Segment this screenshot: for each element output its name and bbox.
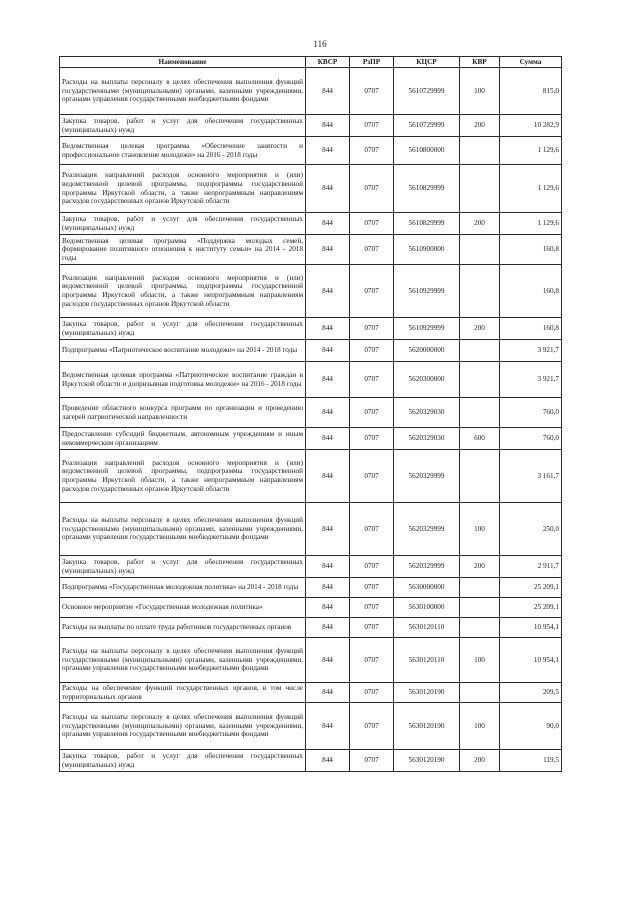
cell-rzpr: 0707 xyxy=(350,68,394,115)
table-row xyxy=(60,137,562,165)
table-row xyxy=(60,428,562,450)
cell-kcsr: 5620329999 xyxy=(394,503,460,556)
cell-kvsr: 844 xyxy=(306,556,350,578)
cell-sum: 160,8 xyxy=(500,265,562,318)
cell-kcsr: 5620329999 xyxy=(394,556,460,578)
cell-kcsr: 5630100000 xyxy=(394,598,460,618)
cell-sum: 3 921,7 xyxy=(500,340,562,362)
cell-sum: 160,8 xyxy=(500,318,562,340)
table-row xyxy=(60,578,562,598)
cell-rzpr: 0707 xyxy=(350,165,394,213)
cell-kcsr: 5610929999 xyxy=(394,318,460,340)
cell-rzpr: 0707 xyxy=(350,340,394,362)
table-row xyxy=(60,318,562,340)
budget-table xyxy=(59,56,562,772)
page-number: 116 xyxy=(313,39,327,49)
cell-kvr xyxy=(460,578,500,598)
table-row xyxy=(60,265,562,318)
cell-sum: 25 209,1 xyxy=(500,598,562,618)
cell-kcsr: 5630120110 xyxy=(394,618,460,638)
cell-kvr: 100 xyxy=(460,68,500,115)
header-sum: Сумма xyxy=(500,57,562,68)
table-row xyxy=(60,750,562,772)
cell-name: Ведомственная целевая программа «Патриотическое воспитание граждан в Иркутской области и допризывная подготовка молодежи» на 2016 - 2018 годы xyxy=(60,362,306,398)
cell-name: Реализация направлений расходов основного мероприятия и (или) ведомственной целевой программы, подпрограммы государственной программы Иркутской области, а также непрограммным направлениям расходов государственных органов Иркутской области xyxy=(60,165,306,213)
cell-kvr xyxy=(460,398,500,428)
table-row xyxy=(60,638,562,683)
cell-rzpr: 0707 xyxy=(350,265,394,318)
cell-kvsr: 844 xyxy=(306,68,350,115)
table-row xyxy=(60,598,562,618)
cell-kvr xyxy=(460,598,500,618)
cell-rzpr: 0707 xyxy=(350,703,394,750)
cell-kvr: 100 xyxy=(460,638,500,683)
cell-sum: 1 129,6 xyxy=(500,213,562,235)
table-row xyxy=(60,165,562,213)
cell-sum: 760,0 xyxy=(500,428,562,450)
cell-kvsr: 844 xyxy=(306,618,350,638)
cell-sum: 10 282,9 xyxy=(500,115,562,137)
cell-name: Подпрограмма «Государственная молодежная политика» на 2014 - 2018 годы xyxy=(60,578,306,598)
cell-kvsr: 844 xyxy=(306,362,350,398)
cell-rzpr: 0707 xyxy=(350,638,394,683)
cell-kvsr: 844 xyxy=(306,703,350,750)
cell-kvr: 100 xyxy=(460,703,500,750)
cell-sum: 3 161,7 xyxy=(500,450,562,503)
table-row xyxy=(60,703,562,750)
cell-rzpr: 0707 xyxy=(350,618,394,638)
cell-sum: 25 209,1 xyxy=(500,578,562,598)
cell-sum: 250,0 xyxy=(500,503,562,556)
cell-kcsr: 5610829999 xyxy=(394,165,460,213)
cell-kcsr: 5620329999 xyxy=(394,450,460,503)
cell-kvr xyxy=(460,137,500,165)
header-kcsr: КЦСР xyxy=(394,57,460,68)
cell-sum: 160,8 xyxy=(500,235,562,265)
cell-kvr: 100 xyxy=(460,503,500,556)
cell-kvsr: 844 xyxy=(306,428,350,450)
cell-kvr xyxy=(460,362,500,398)
cell-kvr: 200 xyxy=(460,318,500,340)
cell-rzpr: 0707 xyxy=(350,428,394,450)
cell-sum: 1 129,6 xyxy=(500,137,562,165)
cell-sum: 2 911,7 xyxy=(500,556,562,578)
cell-kvsr: 844 xyxy=(306,683,350,703)
cell-kvsr: 844 xyxy=(306,750,350,772)
cell-kcsr: 5610929999 xyxy=(394,265,460,318)
cell-rzpr: 0707 xyxy=(350,578,394,598)
cell-sum: 10 954,1 xyxy=(500,618,562,638)
cell-kvsr: 844 xyxy=(306,265,350,318)
table-row xyxy=(60,68,562,115)
cell-kvsr: 844 xyxy=(306,213,350,235)
cell-name: Расходы на выплаты персоналу в целях обеспечения выполнения функций государственными (муниципальными) органами, казенными учреждениями, органами управления государственными внебюджетными фондами xyxy=(60,68,306,115)
cell-sum: 209,5 xyxy=(500,683,562,703)
table-row xyxy=(60,618,562,638)
cell-name: Основное мероприятие «Государственная молодежная политика» xyxy=(60,598,306,618)
cell-kvsr: 844 xyxy=(306,598,350,618)
header-rzpr: РзПР xyxy=(350,57,394,68)
cell-kvsr: 844 xyxy=(306,340,350,362)
cell-name: Ведомственная целевая программа «Поддержка молодых семей, формирование позитивного отношения к институту семьи» на 2014 - 2018 годы xyxy=(60,235,306,265)
cell-name: Проведение областного конкурса программ по организации и проведению лагерей патриотической направленности xyxy=(60,398,306,428)
table-row xyxy=(60,340,562,362)
cell-name: Ведомственная целевая программа «Обеспечение занятости и профессиональное становление молодежи» на 2016 - 2018 годы xyxy=(60,137,306,165)
cell-sum: 3 921,7 xyxy=(500,362,562,398)
cell-name: Расходы на выплаты персоналу в целях обеспечения выполнения функций государственными (муниципальными) органами, казенными учреждениями, органами управления государственными внебюджетными фондами xyxy=(60,638,306,683)
cell-name: Закупка товаров, работ и услуг для обеспечения государственных (муниципальных) нужд xyxy=(60,318,306,340)
cell-kcsr: 5630120190 xyxy=(394,683,460,703)
table-body xyxy=(60,68,562,772)
cell-rzpr: 0707 xyxy=(350,137,394,165)
cell-kcsr: 5630000000 xyxy=(394,578,460,598)
cell-kvsr: 844 xyxy=(306,398,350,428)
table-row xyxy=(60,362,562,398)
cell-rzpr: 0707 xyxy=(350,398,394,428)
cell-name: Реализация направлений расходов основного мероприятия и (или) ведомственной целевой программы, подпрограммы государственной программы Иркутской области, а также непрограммным направлениям расходов государственных органов Иркутской области xyxy=(60,265,306,318)
cell-name: Закупка товаров, работ и услуг для обеспечения государственных (муниципальных) нужд xyxy=(60,750,306,772)
cell-kvsr: 844 xyxy=(306,318,350,340)
table-row xyxy=(60,213,562,235)
cell-sum: 760,0 xyxy=(500,398,562,428)
header-name: Наименование xyxy=(60,57,306,68)
cell-kcsr: 5630120190 xyxy=(394,703,460,750)
cell-kcsr: 5610800000 xyxy=(394,137,460,165)
cell-rzpr: 0707 xyxy=(350,362,394,398)
cell-kvr: 600 xyxy=(460,428,500,450)
cell-sum: 10 954,1 xyxy=(500,638,562,683)
cell-kcsr: 5620329030 xyxy=(394,428,460,450)
table-row xyxy=(60,503,562,556)
cell-kcsr: 5610829999 xyxy=(394,213,460,235)
cell-rzpr: 0707 xyxy=(350,503,394,556)
cell-kcsr: 5610900000 xyxy=(394,235,460,265)
cell-kcsr: 5610729999 xyxy=(394,115,460,137)
cell-kcsr: 5610729999 xyxy=(394,68,460,115)
table-row xyxy=(60,450,562,503)
cell-kvsr: 844 xyxy=(306,235,350,265)
cell-rzpr: 0707 xyxy=(350,235,394,265)
cell-kvr xyxy=(460,265,500,318)
table-header-row xyxy=(60,57,562,68)
cell-kcsr: 5620329030 xyxy=(394,398,460,428)
cell-kvr: 200 xyxy=(460,213,500,235)
cell-rzpr: 0707 xyxy=(350,556,394,578)
cell-rzpr: 0707 xyxy=(350,598,394,618)
table-row xyxy=(60,115,562,137)
table-row xyxy=(60,235,562,265)
cell-name: Расходы на выплаты персоналу в целях обеспечения выполнения функций государственными (муниципальными) органами, казенными учреждениями, органами управления государственными внебюджетными фондами xyxy=(60,503,306,556)
cell-kcsr: 5620000000 xyxy=(394,340,460,362)
cell-name: Закупка товаров, работ и услуг для обеспечения государственных (муниципальных) нужд xyxy=(60,213,306,235)
table-row xyxy=(60,556,562,578)
cell-kcsr: 5620300000 xyxy=(394,362,460,398)
cell-name: Расходы на обеспечение функций государственных органов, в том числе территориальных органов xyxy=(60,683,306,703)
cell-kvsr: 844 xyxy=(306,450,350,503)
cell-rzpr: 0707 xyxy=(350,115,394,137)
cell-rzpr: 0707 xyxy=(350,213,394,235)
cell-rzpr: 0707 xyxy=(350,683,394,703)
cell-name: Расходы на выплаты по оплате труда работников государственных органов xyxy=(60,618,306,638)
cell-kvsr: 844 xyxy=(306,503,350,556)
cell-kvr xyxy=(460,618,500,638)
cell-name: Реализация направлений расходов основного мероприятия и (или) ведомственной целевой программы, подпрограммы государственной программы Иркутской области, а также непрограммным направлениям расходов государственных органов Иркутской области xyxy=(60,450,306,503)
cell-name: Закупка товаров, работ и услуг для обеспечения государственных (муниципальных) нужд xyxy=(60,556,306,578)
cell-sum: 119,5 xyxy=(500,750,562,772)
cell-sum: 90,0 xyxy=(500,703,562,750)
cell-kvsr: 844 xyxy=(306,137,350,165)
cell-name: Предоставление субсидий бюджетным, автономным учреждениям и иным некоммерческим организациям xyxy=(60,428,306,450)
cell-kvr: 200 xyxy=(460,750,500,772)
header-kvr: КВР xyxy=(460,57,500,68)
cell-kvr xyxy=(460,683,500,703)
cell-kcsr: 5630120110 xyxy=(394,638,460,683)
cell-kcsr: 5630120190 xyxy=(394,750,460,772)
cell-kvr xyxy=(460,340,500,362)
table-row xyxy=(60,683,562,703)
cell-kvsr: 844 xyxy=(306,578,350,598)
cell-rzpr: 0707 xyxy=(350,318,394,340)
cell-kvsr: 844 xyxy=(306,165,350,213)
cell-kvr: 200 xyxy=(460,115,500,137)
cell-sum: 815,0 xyxy=(500,68,562,115)
cell-kvsr: 844 xyxy=(306,638,350,683)
cell-name: Расходы на выплаты персоналу в целях обеспечения выполнения функций государственными (муниципальными) органами, казенными учреждениями, органами управления государственными внебюджетными фондами xyxy=(60,703,306,750)
cell-name: Закупка товаров, работ и услуг для обеспечения государственных (муниципальных) нужд xyxy=(60,115,306,137)
cell-sum: 1 129,6 xyxy=(500,165,562,213)
cell-name: Подпрограмма «Патриотическое воспитание молодежи» на 2014 - 2018 годы xyxy=(60,340,306,362)
cell-kvr xyxy=(460,450,500,503)
cell-kvr xyxy=(460,165,500,213)
cell-kvr: 200 xyxy=(460,556,500,578)
header-kvsr: КВСР xyxy=(306,57,350,68)
cell-rzpr: 0707 xyxy=(350,750,394,772)
cell-kvsr: 844 xyxy=(306,115,350,137)
cell-rzpr: 0707 xyxy=(350,450,394,503)
cell-kvr xyxy=(460,235,500,265)
table-row xyxy=(60,398,562,428)
